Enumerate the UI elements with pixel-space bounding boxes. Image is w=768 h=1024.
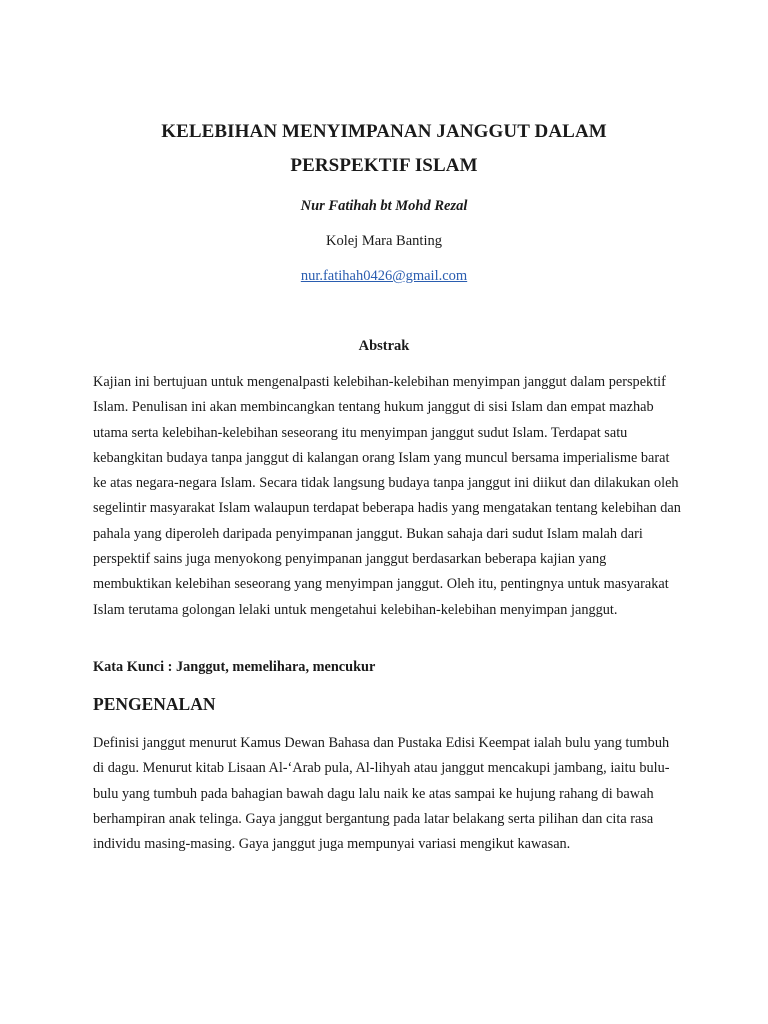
keywords: Kata Kunci : Janggut, memelihara, mencukur	[93, 659, 376, 675]
title-line-1: KELEBIHAN MENYIMPANAN JANGGUT DALAM	[161, 121, 607, 142]
email-line	[0, 268, 768, 285]
affiliation: Kolej Mara Banting	[326, 233, 442, 249]
title-line-2: PERSPEKTIF ISLAM	[290, 155, 478, 176]
author-name: Nur Fatihah bt Mohd Rezal	[300, 198, 468, 214]
introduction-body: Definisi janggut menurut Kamus Dewan Bahasa dan Pustaka Edisi Keempat ialah bulu yang tumbuh di dagu. Menurut kitab Lisaan Al-‘Arab pula, Al-lihyah atau janggut mencakupi jambang, iaitu bulu-bulu yang tumbuh pada bahagian bawah dagu lalu naik ke atas sampai ke hujung rahang di bawah berhampiran anak telinga. Gaya janggut bergantung pada latar belakang serta pilihan dan cita rasa individu masing-masing. Gaya janggut juga mempunyai variasi mengikut kawasan.	[93, 735, 670, 853]
abstract-body: Kajian ini bertujuan untuk mengenalpasti kelebihan-kelebihan menyimpan janggut dalam perspektif Islam. Penulisan ini akan membincangkan tentang hukum janggut di sisi Islam dan empat mazhab utama serta kelebihan-kelebihan seseorang itu menyimpan janggut sudut Islam. Terdapat satu kebangkitan budaya tanpa janggut di kalangan orang Islam yang muncul bersama imperialisme barat ke atas negara-negara Islam. Secara tidak langsung budaya tanpa janggut ini diikut dan dilakukan oleh segelintir masyarakat Islam walaupun terdapat beberapa hadis yang mengatakan tentang kelebihan dan pahala yang diperoleh daripada penyimpanan janggut. Bukan sahaja dari sudut Islam malah dari perspektif sains juga menyokong penyimpanan janggut berdasarkan beberapa kajian yang membuktikan kelebihan seseorang yang menyimpan janggut. Oleh itu, pentingnya untuk masyarakat Islam terutama golongan lelaki untuk mengetahui kelebihan-kelebihan menyimpan janggut.	[93, 374, 681, 618]
abstract-heading: Abstrak	[358, 338, 410, 354]
section-heading-pengenalan: PENGENALAN	[93, 694, 216, 714]
email-link[interactable]: nur.fatihah0426@gmail.com	[300, 268, 468, 284]
